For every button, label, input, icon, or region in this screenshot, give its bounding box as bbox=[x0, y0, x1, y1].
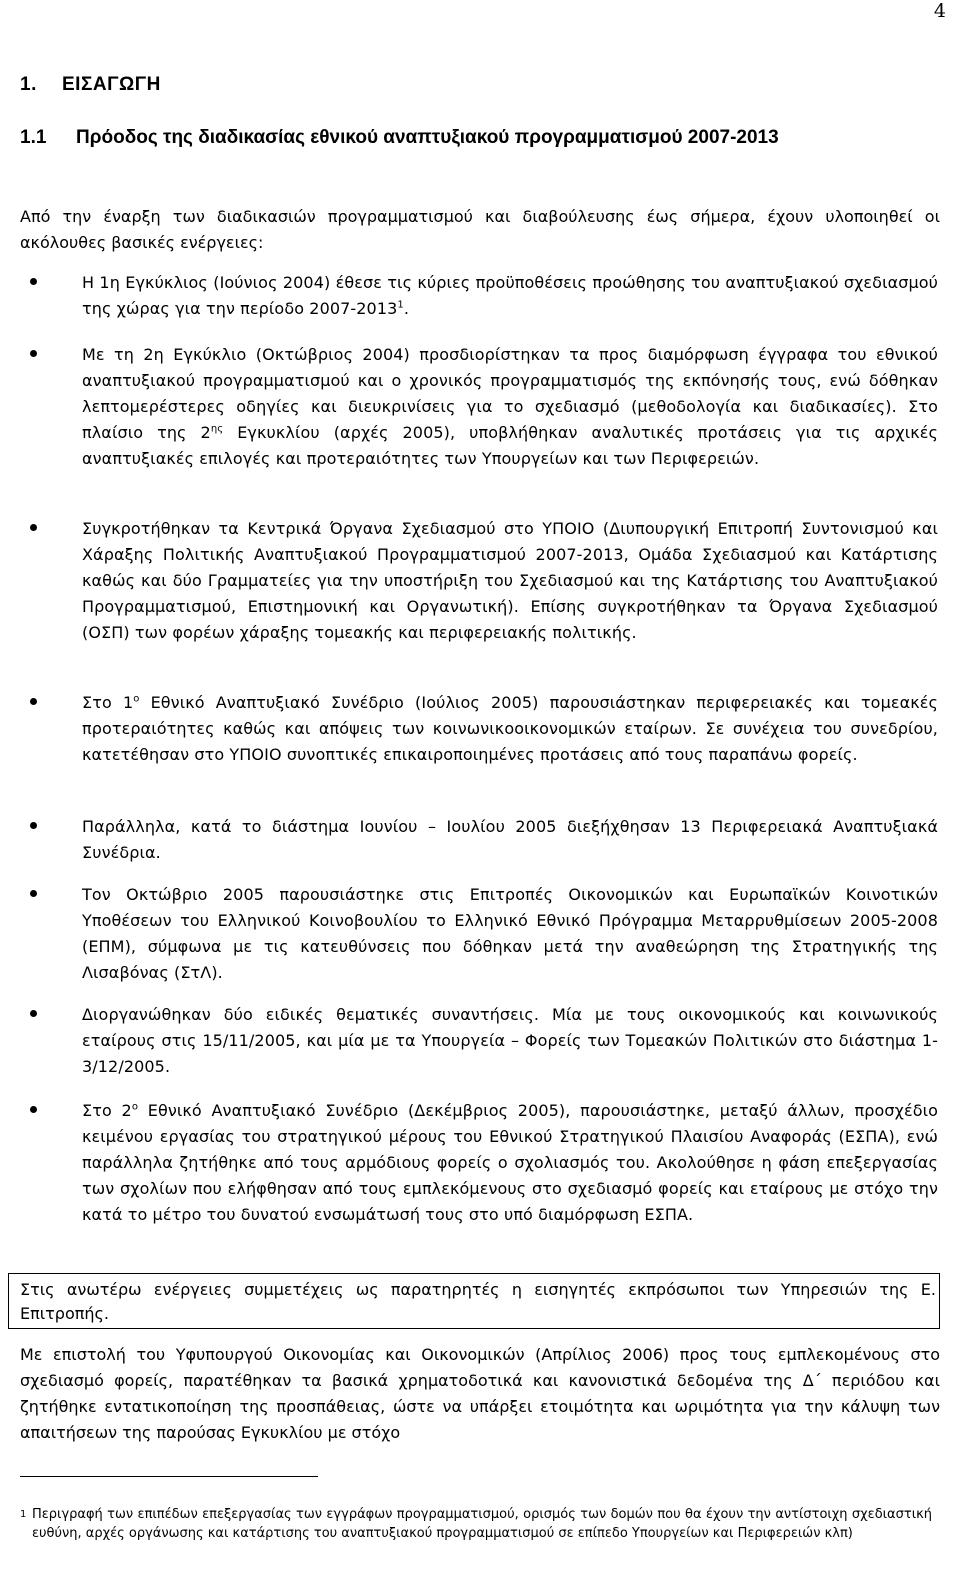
list-item-text: Η 1η Εγκύκλιος (Ιούνιος 2004) έθεσε τις κύριες προϋποθέσεις προώθησης του αναπτυξιακού σχεδιασμού της χώρας για την περίοδο 2007-2013$^1$. bbox=[82, 273, 938, 318]
list-item bbox=[0, 882, 960, 992]
bullet-icon bbox=[30, 890, 37, 897]
section-number: 1. bbox=[20, 74, 37, 95]
list-item-text: Διοργανώθηκαν δύο ειδικές θεματικές συναντήσεις. Μία με τους οικονομικούς και κοινωνικούς εταίρους στις 15/11/2005, και μία με τα Υπουργεία – Φορείς των Τομεακών Πολιτικών στο διάστημα 1-3/12/2005. bbox=[82, 1005, 938, 1076]
section-heading bbox=[20, 74, 161, 96]
subsection-number: 1.1 bbox=[20, 127, 47, 148]
bullet-icon bbox=[30, 1010, 37, 1017]
list-item bbox=[0, 516, 960, 676]
bullet-icon bbox=[30, 1106, 37, 1113]
section-title: ΕΙΣΑΓΩΓΗ bbox=[62, 74, 161, 95]
bullet-icon bbox=[30, 278, 37, 285]
list-item bbox=[0, 1002, 960, 1084]
list-item-text: Στο $1^o$ Εθνικό Αναπτυξιακό Συνέδριο (Ιούλιος 2005) παρουσιάστηκαν περιφερειακές και τομεακές προτεραιότητες καθώς και απόψεις των κοινωνικοοικονομικών εταίρων. Σε συνέχεια του συνεδρίου, κατετέθησαν στο ΥΠΟΙΟ συνοπτικές επικαιροποιημένες προτάσεις από τους παραπάνω φορείς. bbox=[82, 693, 939, 764]
list-item-text: Παράλληλα, κατά το διάστημα Ιουνίου – Ιουλίου 2005 διεξήχθησαν 13 Περιφερειακά Αναπτυξιακά Συνέδρια. bbox=[82, 817, 938, 862]
list-item bbox=[0, 1098, 960, 1258]
bullet-icon bbox=[30, 524, 37, 531]
footnote-separator bbox=[20, 1476, 318, 1477]
list-item bbox=[0, 814, 960, 874]
footnote-text: Περιγραφή των επιπέδων επεξεργασίας των εγγράφων προγραμματισμού, ορισμός των δομών που θα έχουν την αντίστοιχη σχεδιαστική ευθύνη, αρχές οργάνωσης και κατάρτισης του αναπτυξιακού προγραμματισμού σε επίπεδο Υπουργείων και Περιφερειών κλπ) bbox=[32, 1507, 932, 1541]
closing-paragraph: Με επιστολή του Υφυπουργού Οικονομίας και Οικονομικών (Απρίλιος 2006) προς τους εμπλεκομένους στο σχεδιασμό φορείς, παρατέθηκαν τα βασικά χρηματοδοτικά και κανονιστικά δεδομένα της Δ΄ περιόδου και ζητήθηκε εντατικοποίηση της προσπάθειας, ώστε να υπάρξει ετοιμότητα και ωριμότητα για την κάλυψη των απαιτήσεων της παρούσας Εγκυκλίου με στόχο bbox=[20, 1345, 940, 1442]
list-item bbox=[0, 342, 960, 502]
page-number: 4 bbox=[933, 0, 946, 22]
bullet-icon bbox=[30, 822, 37, 829]
bullet-icon bbox=[30, 698, 37, 705]
list-item-text: Με τη 2η Εγκύκλιο (Οκτώβριος 2004) προσδιορίστηκαν τα προς διαμόρφωση έγγραφα του εθνικού αναπτυξιακού προγραμματισμού και ο χρονικός προγραμματισμός της εκπόνησής τους, ενώ δόθηκαν λεπτομερέστερες οδηγίες και διευκρινίσεις για το σχεδιασμό (μεθοδολογία και διαδικασίες). Στο πλαίσιο της $2^{\eta\varsigma}$ Εγκυκλίου (αρχές 2005), υποβλήθηκαν αναλυτικές προτάσεις για τις αρχικές αναπτυξιακές επιλογές και προτεραιότητες των Υπουργείων και των Περιφερειών. bbox=[82, 345, 938, 468]
list-item-text: Τον Οκτώβριο 2005 παρουσιάστηκε στις Επιτροπές Οικονομικών και Ευρωπαϊκών Κοινοτικών Υποθέσεων του Ελληνικού Κοινοβουλίου το Ελληνικό Εθνικό Πρόγραμμα Μεταρρυθμίσεων 2005-2008 (ΕΠΜ), σύμφωνα με τις κατευθύνσεις που δόθηκαν μετά την αναθεώρηση της Στρατηγικής της Λισαβόνας (ΣτΛ). bbox=[82, 885, 938, 982]
list-item-text: Στο $2^o$ Εθνικό Αναπτυξιακό Συνέδριο (Δεκέμβριος 2005), παρουσιάστηκε, μεταξύ άλλων, προσχέδιο κειμένου εργασίας του στρατηγικού μέρους του Εθνικού Στρατηγικού Πλαισίου Αναφοράς (ΕΣΠΑ), ενώ παράλληλα ζητήθηκε από τους αρμόδιους φορείς ο σχολιασμός του. Ακολούθησε η φάση επεξεργασίας των σχολίων που ελήφθησαν από τους εμπλεκόμενους στο σχεδιασμό φορείς και εταίρους με στόχο την κατά το μέτρο του δυνατού ενσωμάτωσή τους στο υπό διαμόρφωση ΕΣΠΑ. bbox=[82, 1101, 939, 1224]
list-item-text: Συγκροτήθηκαν τα Κεντρικά Όργανα Σχεδιασμού στο ΥΠΟΙΟ (Διυπουργική Επιτροπή Συντονισμού και Χάραξης Πολιτικής Αναπτυξιακού Προγραμματισμού 2007-2013, Ομάδα Σχεδιασμού και Κατάρτισης καθώς και δύο Γραμματείες για την υποστήριξη του Σχεδιασμού και της Κατάρτισης του Αναπτυξιακού Προγραμματισμού, Επιστημονική και Οργανωτική). Επίσης συγκροτήθηκαν τα Όργανα Σχεδιασμού (ΟΣΠ) των φορέων χάραξης τομεακής και περιφερειακής πολιτικής. bbox=[82, 519, 938, 642]
boxed-note bbox=[8, 1273, 940, 1329]
subsection-heading bbox=[20, 124, 930, 151]
footnote-number: 1 bbox=[20, 1509, 27, 1520]
list-item bbox=[0, 270, 960, 332]
bullet-icon bbox=[30, 350, 37, 357]
subsection-title: Πρόοδος της διαδικασίας εθνικού αναπτυξιακού προγραμματισμού 2007-2013 bbox=[76, 127, 779, 148]
list-item bbox=[0, 690, 960, 800]
boxed-note-text: Στις ανωτέρω ενέργειες συμμετέχεις ως παρατηρητές η εισηγητές εκπρόσωποι των Υπηρεσιών της Ε. Επιτροπής. bbox=[20, 1280, 936, 1323]
intro-paragraph: Από την έναρξη των διαδικασιών προγραμματισμού και διαβούλευσης έως σήμερα, έχουν υλοποιηθεί οι ακόλουθες βασικές ενέργειες: bbox=[20, 207, 940, 252]
